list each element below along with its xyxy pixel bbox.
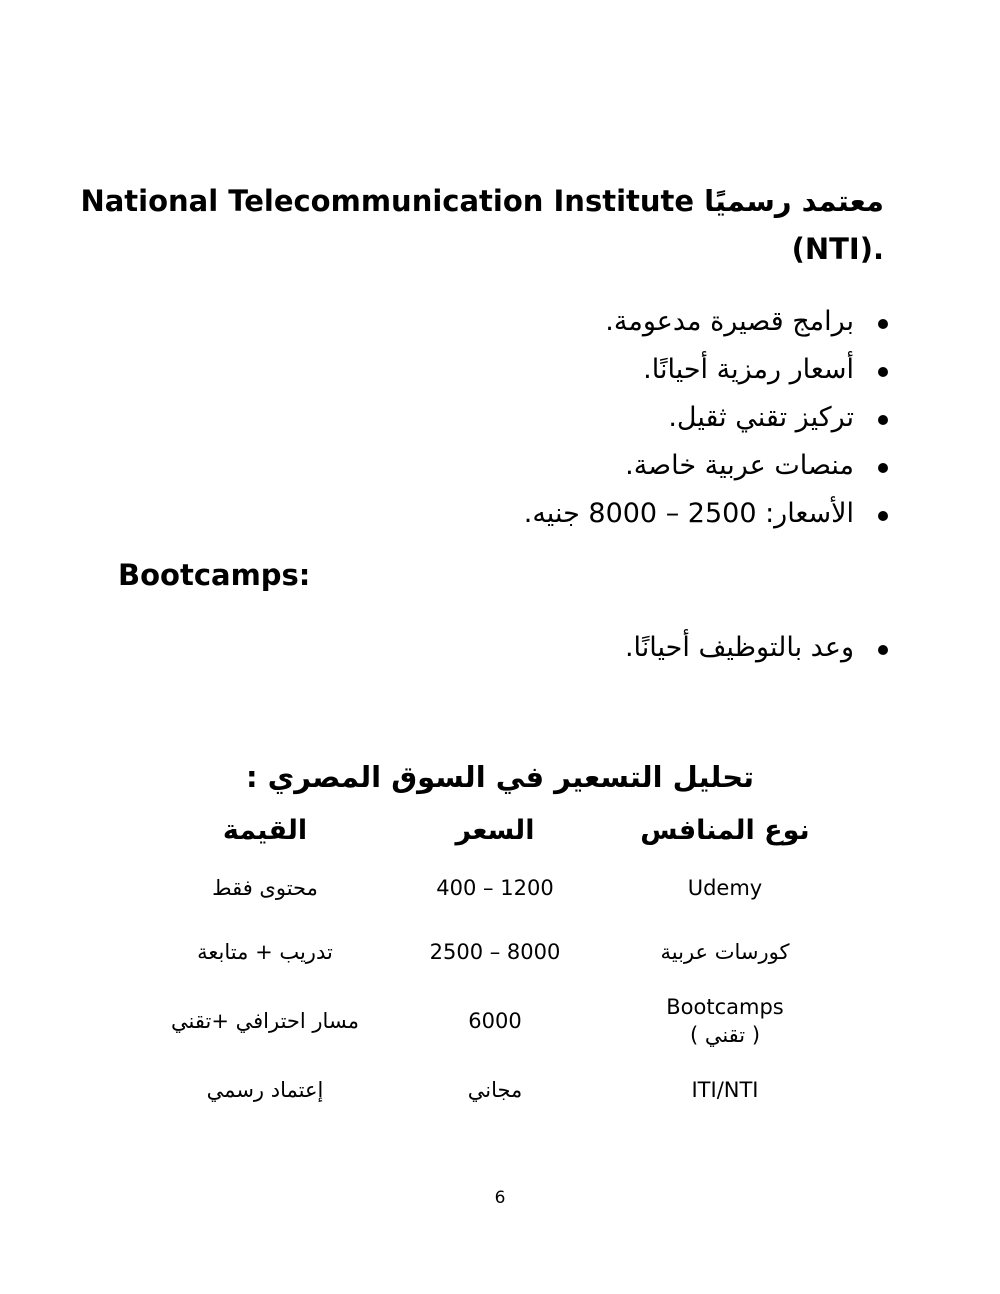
nti-heading-arabic: معتمد رسميًا	[704, 184, 884, 218]
cell-competitor	[610, 984, 840, 1058]
list-item-text: الأسعار: 2500 – 8000 جنيه.	[523, 498, 854, 529]
competitor-name: Udemy	[687, 876, 763, 900]
list-item	[524, 346, 854, 394]
price-text: 400 – 1200	[436, 876, 554, 900]
cell-value: محتوى فقط	[212, 876, 318, 900]
list-item-text: برامج قصيرة مدعومة.	[605, 306, 854, 337]
list-item	[625, 624, 854, 672]
list-item-text: أسعار رمزية أحيانًا.	[643, 354, 854, 385]
column-header-competitor: نوع المنافس	[640, 814, 810, 846]
price-text: 2500 – 8000	[429, 940, 561, 964]
column-header-price: السعر	[455, 814, 535, 846]
list-item	[524, 298, 854, 346]
cell-competitor	[610, 920, 840, 984]
cell-competitor	[610, 1058, 840, 1122]
table-row	[150, 856, 840, 920]
competitor-subtitle: ( تقني )	[689, 1023, 761, 1047]
cell-price	[380, 984, 610, 1058]
bullet-icon	[878, 463, 888, 473]
table-row	[150, 920, 840, 984]
cell-value: إعتماد رسمي	[206, 1078, 324, 1102]
page-number: 6	[494, 1188, 506, 1208]
nti-bullet-list	[524, 298, 854, 538]
column-header-value: القيمة	[222, 814, 308, 846]
cell-competitor	[610, 856, 840, 920]
nti-heading-line2: (NTI).	[791, 232, 884, 266]
bootcamps-bullet-list	[625, 624, 854, 672]
list-item-text: منصات عربية خاصة.	[625, 450, 854, 481]
table-row	[150, 1058, 840, 1122]
bullet-icon	[878, 645, 888, 655]
price-text: 6000	[468, 1009, 522, 1033]
bullet-icon	[878, 319, 888, 329]
list-item	[524, 490, 854, 538]
competitor-name: كورسات عربية	[660, 940, 790, 964]
bullet-icon	[878, 415, 888, 425]
price-text: مجاني	[467, 1078, 523, 1102]
competitor-name: Bootcamps	[666, 995, 784, 1019]
cell-value: تدريب + متابعة	[197, 940, 333, 964]
competitor-name: ITI/NTI	[691, 1078, 759, 1102]
cell-value: مسار احترافي +تقني	[171, 1009, 359, 1033]
nti-heading-english: National Telecommunication Institute	[80, 184, 695, 218]
pricing-table	[150, 804, 840, 1122]
list-item-text: وعد بالتوظيف أحيانًا.	[624, 632, 854, 663]
bullet-icon	[878, 511, 888, 521]
table-header-row	[150, 804, 840, 856]
bootcamps-heading: Bootcamps:	[118, 558, 311, 592]
cell-price	[380, 856, 610, 920]
table-row	[150, 984, 840, 1058]
cell-price	[380, 1058, 610, 1122]
nti-heading-line1	[80, 184, 884, 218]
pricing-table-title: تحليل التسعير في السوق المصري :	[245, 760, 755, 794]
list-item-text: تركيز تقني ثقيل.	[668, 402, 854, 433]
list-item	[524, 442, 854, 490]
cell-price	[380, 920, 610, 984]
list-item	[524, 394, 854, 442]
bullet-icon	[878, 367, 888, 377]
